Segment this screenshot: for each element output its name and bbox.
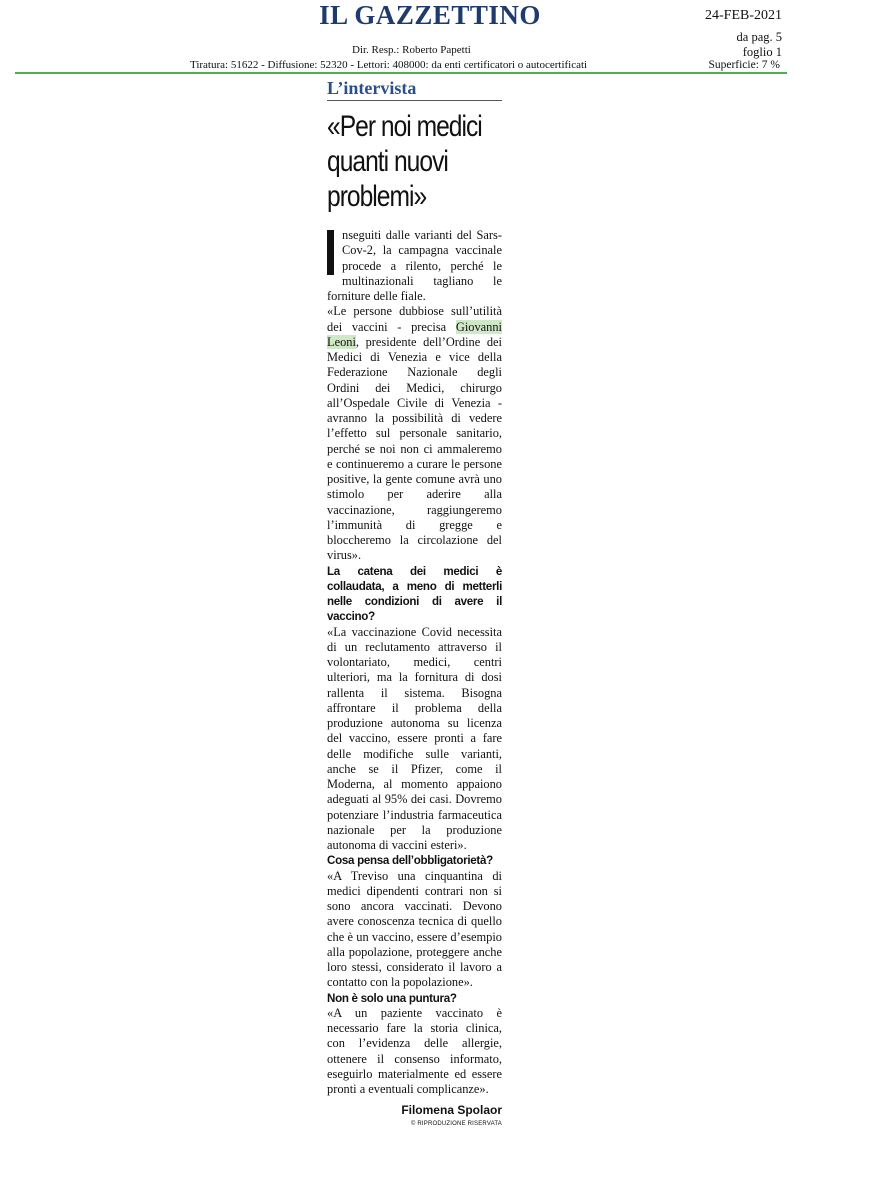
surface: Superficie: 7 % bbox=[708, 59, 780, 71]
section-divider bbox=[327, 100, 502, 101]
page-number: da pag. 5 bbox=[736, 30, 782, 44]
highlighted-name: Giovanni Leoni bbox=[327, 319, 502, 349]
circulation: Tiratura: 51622 - Diffusione: 52320 - Lettori: 408000: da enti certificatori o autocertificati bbox=[190, 59, 588, 71]
answer-2: «A Treviso una cinquantina di medici dipendenti contrari non si sono ancora vaccinati. Devono avere conoscenza tecnica di quello che è un vaccino, essere d’esempio alla popolazione, proteggere anche loro stessi, considerato il lavoro a contatto con la popolazione». bbox=[327, 868, 502, 990]
drop-cap bbox=[327, 230, 334, 275]
date: 24-FEB-2021 bbox=[705, 8, 782, 23]
answer-3: «A un paziente vaccinato è necessario fare la storia clinica, con l’evidenza delle allergie, ottenere il consenso informato, eseguirlo materialmente ed essere pronti a eventuali complicanze». bbox=[327, 1005, 502, 1096]
masthead: IL GAZZETTINO bbox=[319, 0, 541, 30]
article-body bbox=[327, 228, 502, 1097]
question-1: La catena dei medici è collaudata, a meno di metterli nelle condizioni di avere il vaccino? bbox=[327, 564, 502, 624]
paragraph-1-start: «Le persone dubbiose sull’utilità dei vaccini - precisa bbox=[327, 304, 502, 334]
lead-paragraph bbox=[327, 228, 502, 304]
header-divider bbox=[15, 72, 787, 74]
question-3: Non è solo una puntura? bbox=[327, 991, 457, 1005]
lead-text: nseguiti dalle varianti del Sars-Cov-2, la campagna vaccinale procede a rilento, perché le multinazionali tagliano le forniture delle fiale. bbox=[327, 228, 502, 303]
sheet-number: foglio 1 bbox=[742, 45, 782, 59]
answer-1: «La vaccinazione Covid necessita di un reclutamento attraverso il volontariato, medici, centri ulteriori, ma la fornitura di dosi rallenta il sistema. Bisogna affrontare il problema della produzione autonoma su licenza del vaccino, essere pronti a fare delle modifiche sulle varianti, anche se il Pfizer, come il Moderna, al momento appaiono adeguati al 95% dei casi. Dovremo potenziare l’industria farmaceutica nazionale per la produzione autonoma di vaccini esteri». bbox=[327, 624, 502, 852]
paragraph-1-end: , presidente dell’Ordine dei Medici di Venezia e vice della Federazione Nazionale degli Ordini dei Medici, chirurgo all’Ospedale Civile di Venezia - avranno la possibilità di vedere l’effetto sul personale sanitario, perché se noi non ci ammaleremo e continueremo a curare le persone positive, la gente comune avrà uno stimolo per aderire alla vaccinazione, raggiungeremo l’immunità di gregge e bloccheremo la circolazione del virus». bbox=[327, 334, 502, 563]
paragraph-1 bbox=[327, 304, 502, 563]
question-2: Cosa pensa dell’obbligatorietà? bbox=[327, 854, 493, 868]
section-label: L’intervista bbox=[327, 78, 417, 98]
headline: «Per noi medici quanti nuovi problemi» bbox=[327, 110, 482, 213]
article-column bbox=[327, 78, 502, 1127]
author: Filomena Spolaor bbox=[401, 1103, 502, 1118]
copyright-notice: © RIPRODUZIONE RISERVATA bbox=[410, 1121, 502, 1128]
director: Dir. Resp.: Roberto Papetti bbox=[352, 44, 471, 56]
